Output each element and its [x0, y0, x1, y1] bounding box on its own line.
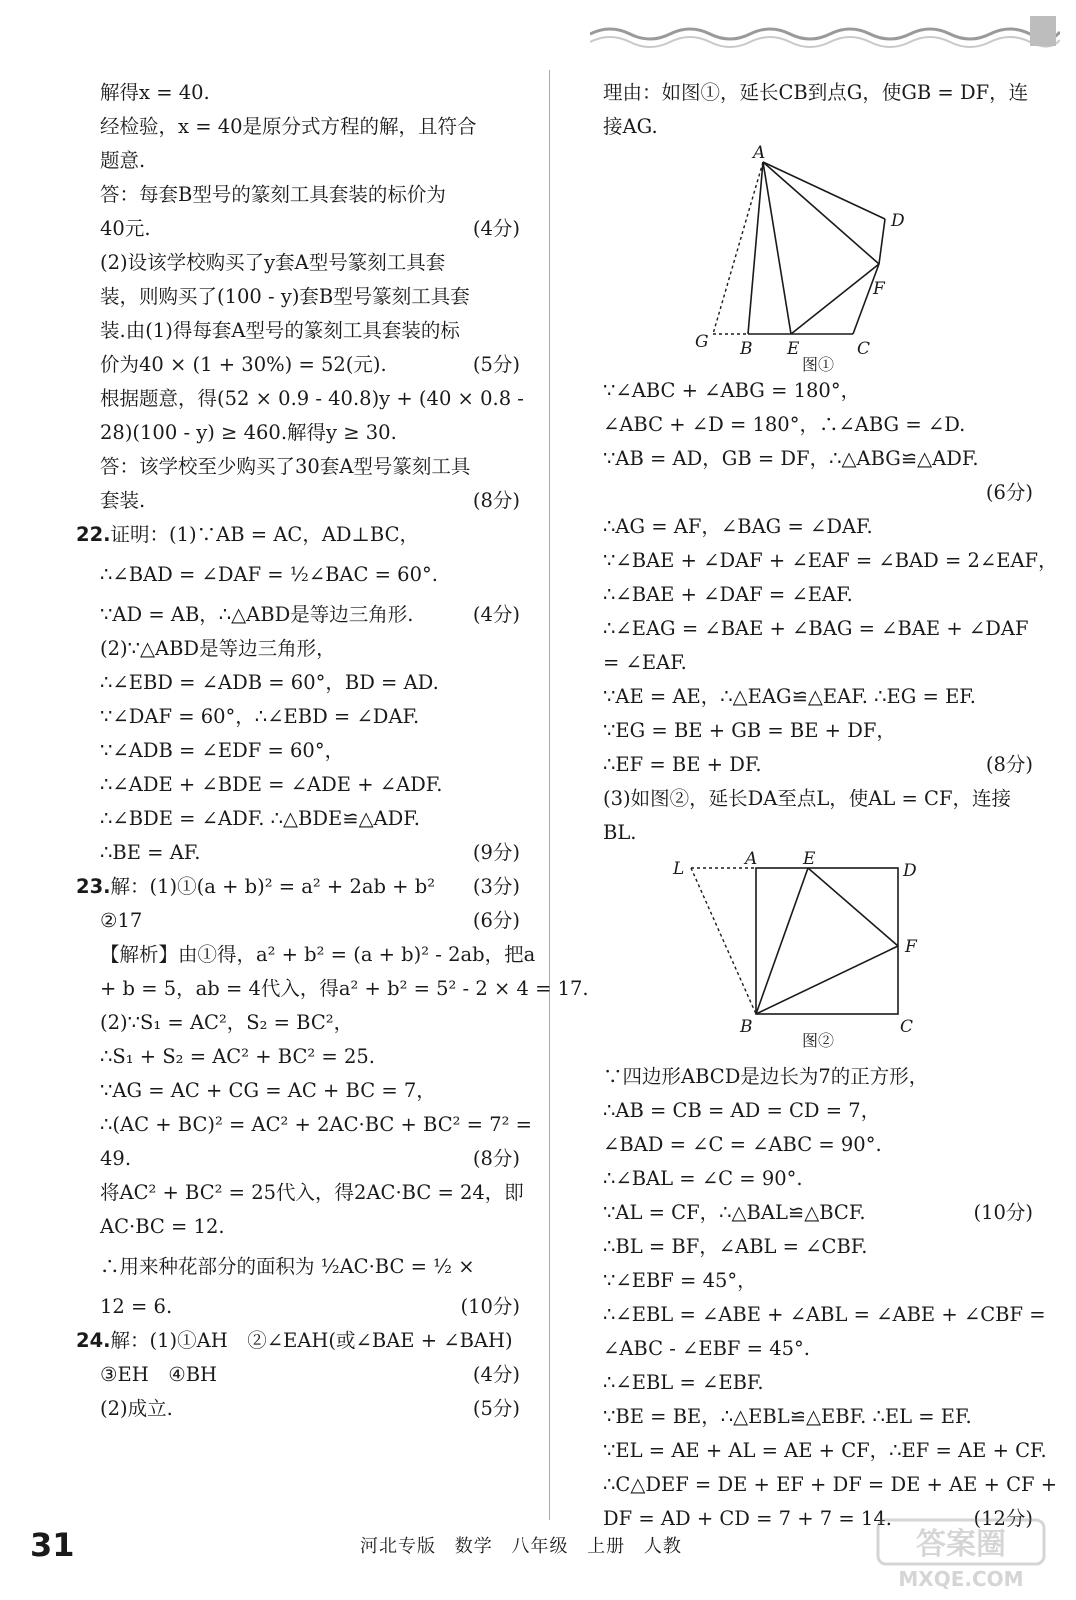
left-column-line — [100, 552, 520, 598]
fig2-label-a: A — [745, 850, 758, 869]
line-text: ∵AB = AD，GB = DF，∴△ABG≌△ADF. — [603, 447, 979, 470]
right-column-c-line — [603, 1264, 1033, 1298]
right-column-c-line — [603, 1298, 1046, 1332]
line-text: ∠BAD = ∠C = ∠ABC = 90°. — [603, 1133, 882, 1156]
right-column-b-line — [603, 544, 1058, 578]
line-text: ∴∠BAD = ∠DAF = ½∠BAC = 60°. — [100, 563, 438, 586]
right-column-b-line — [603, 476, 1033, 510]
fig1-label-a: A — [753, 144, 766, 163]
left-column-line — [100, 836, 520, 870]
line-text: ∴BL = BF，∠ABL = ∠CBF. — [603, 1235, 868, 1258]
line-text: ∵∠ABC + ∠ABG = 180°， — [603, 379, 861, 402]
left-column-line — [100, 348, 520, 382]
figure-1-diagram — [603, 144, 1033, 354]
score-mark: (5分) — [472, 353, 520, 376]
score-mark: (4分) — [472, 1363, 520, 1386]
left-column-line — [100, 76, 520, 110]
svg-text:MXQE.COM: MXQE.COM — [898, 1567, 1024, 1590]
line-text: ∴∠ADE + ∠BDE = ∠ADE + ∠ADF. — [100, 773, 443, 796]
left-column-line — [100, 382, 524, 416]
left-column-line — [100, 450, 520, 484]
left-column-line — [100, 1040, 520, 1074]
score-mark: (4分) — [472, 217, 520, 240]
fig1-label-e: E — [787, 339, 800, 354]
line-text: ∴∠EBD = ∠ADB = 60°，BD = AD. — [100, 671, 439, 694]
line-text: 【解析】由①得，a² + b² = (a + b)² - 2ab，把a — [100, 943, 536, 966]
right-column-c-line — [603, 1230, 1033, 1264]
left-column — [76, 76, 589, 1426]
right-column-b-line — [603, 510, 1033, 544]
right-column-c-line — [603, 1434, 1047, 1468]
line-text: ∴S₁ + S₂ = AC² + BC² = 25. — [100, 1045, 375, 1068]
right-column-c-line — [603, 1162, 1033, 1196]
score-mark: (10分) — [460, 1295, 520, 1318]
left-column-line — [100, 1210, 520, 1244]
left-column-line — [76, 1324, 520, 1358]
line-text: ∴(AC + BC)² = AC² + 2AC·BC + BC² = 7² = — [100, 1113, 532, 1136]
line-text: 解：(1)①(a + b)² = a² + 2ab + b² — [110, 875, 436, 898]
line-text: 证明：(1)∵AB = AC，AD⊥BC， — [110, 523, 419, 546]
right-column-b-line — [603, 816, 1033, 850]
right-column-c-line — [603, 1128, 1033, 1162]
question-number: 23. — [76, 875, 111, 898]
score-mark: (8分) — [472, 489, 520, 512]
right-column-b-line — [603, 374, 1033, 408]
line-text: (2)∵△ABD是等边三角形， — [100, 637, 336, 660]
fig1-label-d: D — [891, 211, 905, 231]
line-text: (2)设该学校购买了y套A型号篆刻工具套 — [100, 251, 446, 274]
fig1-label-f: F — [873, 279, 885, 299]
left-column-line — [100, 1006, 520, 1040]
left-column-line — [100, 1244, 520, 1290]
left-column-line — [76, 870, 520, 904]
line-text: ∵∠EBF = 45°， — [603, 1269, 757, 1292]
right-column-c-line — [603, 1196, 1033, 1230]
line-text: 40元. — [100, 217, 151, 240]
left-column-line — [100, 1358, 520, 1392]
left-column-line — [100, 938, 536, 972]
left-column-line — [100, 1290, 520, 1324]
line-text: ∴∠EBL = ∠ABE + ∠ABL = ∠ABE + ∠CBF = — [603, 1303, 1046, 1326]
fig2-label-c: C — [900, 1017, 914, 1037]
line-text: 套装. — [100, 489, 146, 512]
score-mark: (8分) — [985, 753, 1033, 776]
score-mark: (12分) — [973, 1507, 1033, 1530]
line-text: ∴C△DEF = DE + EF + DF = DE + AE + CF + — [603, 1473, 1058, 1496]
line-text: 12 = 6. — [100, 1295, 173, 1318]
line-text: ∵∠BAE + ∠DAF + ∠EAF = ∠BAD = 2∠EAF， — [603, 549, 1058, 572]
line-text: 装，则购买了(100 - y)套B型号篆刻工具套 — [100, 285, 470, 308]
fig1-label-g: G — [695, 332, 709, 352]
line-text: 题意. — [100, 149, 146, 172]
line-text: ②17 — [100, 909, 143, 932]
figure-2-diagram — [603, 850, 1033, 1040]
right-column-c-line — [603, 1468, 1058, 1502]
left-column-line — [100, 666, 520, 700]
right-column-b-line — [603, 578, 1033, 612]
figure-2-caption: 图② — [801, 1031, 834, 1050]
line-text: ∵四边形ABCD是边长为7的正方形， — [603, 1065, 929, 1088]
left-column-line — [100, 1176, 524, 1210]
line-text: ∵EL = AE + AL = AE + CF，∴EF = AE + CF. — [603, 1439, 1047, 1462]
line-text: ∴∠BDE = ∠ADF. ∴△BDE≌△ADF. — [100, 807, 420, 830]
left-column-line — [100, 110, 520, 144]
line-text: 解得x = 40. — [100, 81, 210, 104]
right-column-c-line — [603, 1332, 1033, 1366]
line-text: ∴AB = CB = AD = CD = 7， — [603, 1099, 881, 1122]
fig2-label-l: L — [673, 859, 685, 879]
left-column-line — [100, 280, 520, 314]
line-text: DF = AD + CD = 7 + 7 = 14. — [603, 1507, 892, 1530]
left-column-line — [100, 904, 520, 938]
line-text: ∴EF = BE + DF. — [603, 753, 762, 776]
score-mark: (8分) — [472, 1147, 520, 1170]
line-text: 将AC² + BC² = 25代入，得2AC·BC = 24，即 — [100, 1181, 524, 1204]
line-text: ∴∠EAG = ∠BAE + ∠BAG = ∠BAE + ∠DAF — [603, 617, 1029, 640]
line-text: 经检验，x = 40是原分式方程的解，且符合 — [100, 115, 477, 138]
line-text: ∵EG = BE + GB = BE + DF， — [603, 719, 896, 742]
left-column-line — [100, 632, 520, 666]
line-text: ∴∠BAE + ∠DAF = ∠EAF. — [603, 583, 853, 606]
book-info: 河北专版 数学 八年级 上册 人教 — [360, 1536, 682, 1557]
question-number: 24. — [76, 1329, 111, 1352]
score-mark: (3分) — [472, 875, 520, 898]
right-column-b-line — [603, 408, 1033, 442]
left-column-line — [100, 484, 520, 518]
line-text: 28)(100 - y) ≥ 460.解得y ≥ 30. — [100, 421, 397, 444]
right-column-b-line — [603, 612, 1033, 646]
right-column-b-line — [603, 714, 1033, 748]
right-column-a-line — [603, 76, 1033, 110]
right-text-block-3 — [603, 1060, 1058, 1536]
right-column-a-line — [603, 110, 1033, 144]
line-text: 理由：如图①，延长CB到点G，使GB = DF，连 — [603, 81, 1029, 104]
line-text: 答：每套B型号的篆刻工具套装的标价为 — [100, 183, 446, 206]
line-text: 答：该学校至少购买了30套A型号篆刻工具 — [100, 455, 471, 478]
line-text: (3)如图②，延长DA至点L，使AL = CF，连接 — [603, 787, 1012, 810]
line-text: 价为40 × (1 + 30%) = 52(元). — [100, 353, 387, 376]
left-column-line — [100, 314, 520, 348]
right-text-block-2 — [603, 374, 1058, 850]
line-text: ∵AE = AE，∴△EAG≌△EAF. ∴EG = EF. — [603, 685, 976, 708]
right-column-b-line — [603, 748, 1033, 782]
left-column-line — [100, 212, 520, 246]
line-text: BL. — [603, 821, 637, 844]
line-text: 装.由(1)得每套A型号的篆刻工具套装的标 — [100, 319, 460, 342]
line-text: ∠ABC - ∠EBF = 45°. — [603, 1337, 810, 1360]
line-text: ∴∠BAL = ∠C = 90°. — [603, 1167, 803, 1190]
line-text: ∴AG = AF，∠BAG = ∠DAF. — [603, 515, 873, 538]
line-text: ∵∠ADB = ∠EDF = 60°， — [100, 739, 345, 762]
line-text: 根据题意，得(52 × 0.9 - 40.8)y + (40 × 0.8 - — [100, 387, 524, 410]
left-column-line — [100, 144, 520, 178]
line-text: 接AG. — [603, 115, 658, 138]
fig2-label-f: F — [905, 937, 917, 957]
line-text: + b = 5，ab = 4代入，得a² + b² = 5² - 2 × 4 = 17. — [100, 977, 589, 1000]
line-text: ∴∠EBL = ∠EBF. — [603, 1371, 764, 1394]
figure-2 — [603, 850, 1033, 1060]
line-text: ③EH ④BH — [100, 1363, 218, 1386]
fig2-label-d: D — [903, 861, 917, 881]
score-mark: (10分) — [973, 1201, 1033, 1224]
line-text: ∵∠DAF = 60°，∴∠EBD = ∠DAF. — [100, 705, 420, 728]
fig1-label-c: C — [857, 339, 871, 354]
right-text-block-1 — [603, 76, 1033, 144]
figure-1 — [603, 144, 1033, 374]
score-mark: (4分) — [472, 603, 520, 626]
left-column-line — [100, 598, 520, 632]
right-column-b-line — [603, 442, 1033, 476]
right-column-b-line — [603, 646, 1033, 680]
line-text: = ∠EAF. — [603, 651, 687, 674]
left-column-line — [100, 802, 520, 836]
line-text: ∵AL = CF，∴△BAL≌△BCF. — [603, 1201, 866, 1224]
line-text: AC·BC = 12. — [100, 1215, 225, 1238]
left-column-line — [100, 416, 520, 450]
left-column-line — [100, 700, 520, 734]
right-column-b-line — [603, 782, 1033, 816]
fig2-label-e: E — [803, 850, 816, 869]
line-text: 解：(1)①AH ②∠EAH(或∠BAE + ∠BAH) — [110, 1329, 513, 1352]
line-text: (2)成立. — [100, 1397, 173, 1420]
line-text: ∵BE = BE，∴△EBL≌△EBF. ∴EL = EF. — [603, 1405, 972, 1428]
right-column-b-line — [603, 680, 1033, 714]
line-text: ∵AD = AB，∴△ABD是等边三角形. — [100, 603, 414, 626]
right-column-c-line — [603, 1400, 1033, 1434]
line-text: ∵AG = AC + CG = AC + BC = 7， — [100, 1079, 436, 1102]
left-column-line — [100, 1142, 520, 1176]
left-column-line — [100, 1108, 532, 1142]
line-text: (2)∵S₁ = AC²，S₂ = BC²， — [100, 1011, 354, 1034]
svg-text:答案圈: 答案圈 — [916, 1527, 1006, 1562]
score-mark: (9分) — [472, 841, 520, 864]
left-column-line — [100, 1392, 520, 1426]
page-footer — [0, 1518, 1076, 1590]
header-wave-decoration — [590, 14, 1060, 50]
question-number: 22. — [76, 523, 111, 546]
line-text: 49. — [100, 1147, 132, 1170]
left-column-line — [100, 246, 520, 280]
left-column-line — [100, 734, 520, 768]
line-text: ∠ABC + ∠D = 180°，∴∠ABG = ∠D. — [603, 413, 966, 436]
left-column-line — [100, 768, 520, 802]
fig2-label-b: B — [740, 1017, 753, 1037]
right-column-c-line — [603, 1060, 1033, 1094]
score-mark: (5分) — [472, 1397, 520, 1420]
line-text: ∴用来种花部分的面积为 ½AC·BC = ½ × — [100, 1255, 475, 1278]
left-column-line — [100, 972, 589, 1006]
left-column-line — [76, 518, 520, 552]
watermark-logo — [876, 1518, 1046, 1590]
line-text: ∴BE = AF. — [100, 841, 201, 864]
fig1-label-b: B — [740, 339, 753, 354]
left-column-line — [100, 1074, 520, 1108]
right-column — [603, 76, 1058, 1536]
column-divider — [549, 70, 550, 1520]
figure-1-caption: 图① — [801, 355, 834, 374]
left-column-line — [100, 178, 520, 212]
right-column-c-line — [603, 1094, 1033, 1128]
right-column-c-line — [603, 1366, 1033, 1400]
score-mark: (6分) — [985, 481, 1033, 504]
score-mark: (6分) — [472, 909, 520, 932]
page-number: 31 — [30, 1526, 75, 1564]
